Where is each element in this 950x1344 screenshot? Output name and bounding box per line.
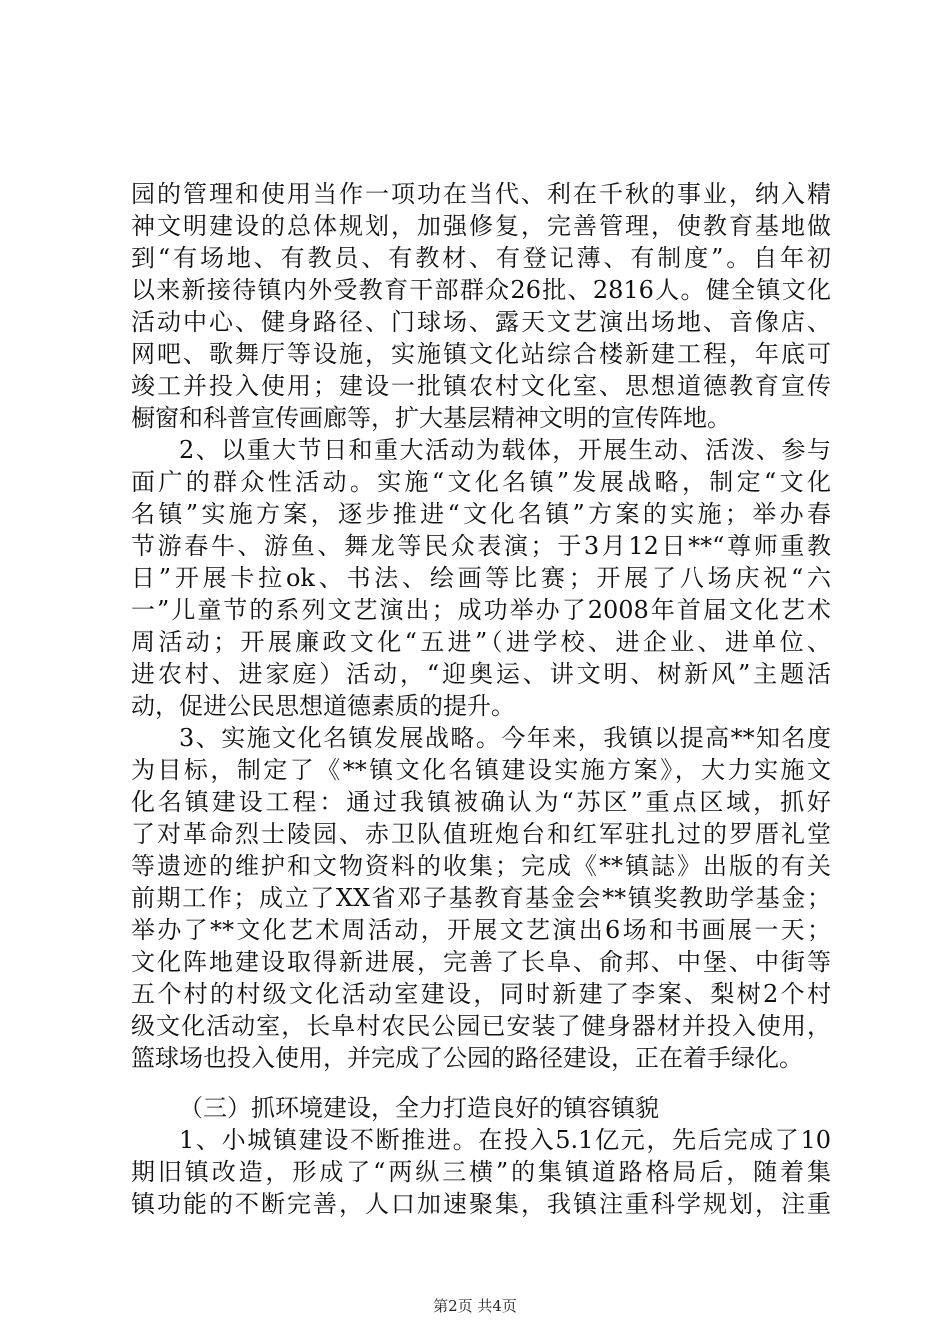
- paragraph-line: 五个村的村级文化活动室建设，同时新建了李案、梨树2个村: [131, 980, 831, 1008]
- paragraph-line: 橱窗和科普宣传画廊等，扩大基层精神文明的宣传阵地。: [131, 404, 731, 432]
- paragraph-line: 级文化活动室，长阜村农民公园已安装了健身器材并投入使用，: [131, 1012, 831, 1040]
- paragraph-line: 了对革命烈士陵园、赤卫队值班炮台和红军驻扎过的罗厝礼堂: [131, 820, 831, 848]
- paragraph-line: 2、以重大节日和重大活动为载体，开展生动、活泼、参与: [179, 436, 831, 464]
- paragraph-line: 节游春牛、游鱼、舞龙等民众表演；于3月12日**“尊师重教: [131, 532, 831, 560]
- paragraph-line: 等遗迹的维护和文物资料的收集；完成《**镇誌》出版的有关: [131, 852, 831, 880]
- paragraph-line: 名镇”实施方案，逐步推进“文化名镇”方案的实施；举办春: [131, 500, 831, 528]
- paragraph-line: 竣工并投入使用；建设一批镇农村文化室、思想道德教育宣传: [131, 372, 831, 400]
- page-number-footer: 第2页 共4页: [433, 1297, 517, 1315]
- paragraph-line: 镇功能的不断完善，人口加速聚集，我镇注重科学规划，注重: [131, 1190, 831, 1218]
- paragraph-line: 举办了**文化艺术周活动，开展文艺演出6场和书画展一天；: [131, 916, 831, 944]
- paragraph-line: 活动中心、健身路径、门球场、露天文艺演出场地、音像店、: [131, 308, 831, 336]
- paragraph-line: 文化阵地建设取得新进展，完善了长阜、俞邦、中堡、中街等: [131, 948, 831, 976]
- paragraph-line: 到“有场地、有教员、有教材、有登记薄、有制度”。自年初: [131, 244, 831, 272]
- paragraph-line: 一”儿童节的系列文艺演出；成功举办了2008年首届文化艺术: [131, 596, 831, 624]
- paragraph-line: 神文明建设的总体规划，加强修复，完善管理，使教育基地做: [131, 212, 831, 240]
- paragraph-line: 园的管理和使用当作一项功在当代、利在千秋的事业，纳入精: [131, 180, 831, 208]
- paragraph-line: 篮球场也投入使用，并完成了公园的路径建设，正在着手绿化。: [131, 1044, 803, 1072]
- paragraph-line: 以来新接待镇内外受教育干部群众26批、2816人。健全镇文化: [131, 276, 831, 304]
- paragraph-line: 面广的群众性活动。实施“文化名镇”发展战略，制定“文化: [131, 468, 831, 496]
- paragraph-line: 1、小城镇建设不断推进。在投入5.1亿元，先后完成了10: [179, 1126, 831, 1154]
- section-heading: （三）抓环境建设，全力打造良好的镇容镇貌: [179, 1094, 659, 1122]
- paragraph-line: 3、实施文化名镇发展战略。今年来，我镇以提高**知名度: [179, 724, 831, 752]
- paragraph-line: 网吧、歌舞厅等设施，实施镇文化站综合楼新建工程，年底可: [131, 340, 831, 368]
- paragraph-line: 进农村、进家庭）活动，“迎奥运、讲文明、树新风”主题活: [131, 660, 831, 688]
- paragraph-line: 日”开展卡拉ok、书法、绘画等比赛；开展了八场庆祝“六: [131, 564, 831, 592]
- paragraph-line: 期旧镇改造，形成了“两纵三横”的集镇道路格局后，随着集: [131, 1158, 831, 1186]
- paragraph-line: 为目标，制定了《**镇文化名镇建设实施方案》，大力实施文: [131, 756, 831, 784]
- paragraph-line: 化名镇建设工程：通过我镇被确认为“苏区”重点区域，抓好: [131, 788, 831, 816]
- paragraph-line: 前期工作；成立了XX省邓子基教育基金会**镇奖教助学基金；: [131, 884, 831, 912]
- paragraph-line: 周活动；开展廉政文化“五进”（进学校、进企业、进单位、: [131, 628, 831, 656]
- paragraph-line: 动，促进公民思想道德素质的提升。: [131, 692, 515, 720]
